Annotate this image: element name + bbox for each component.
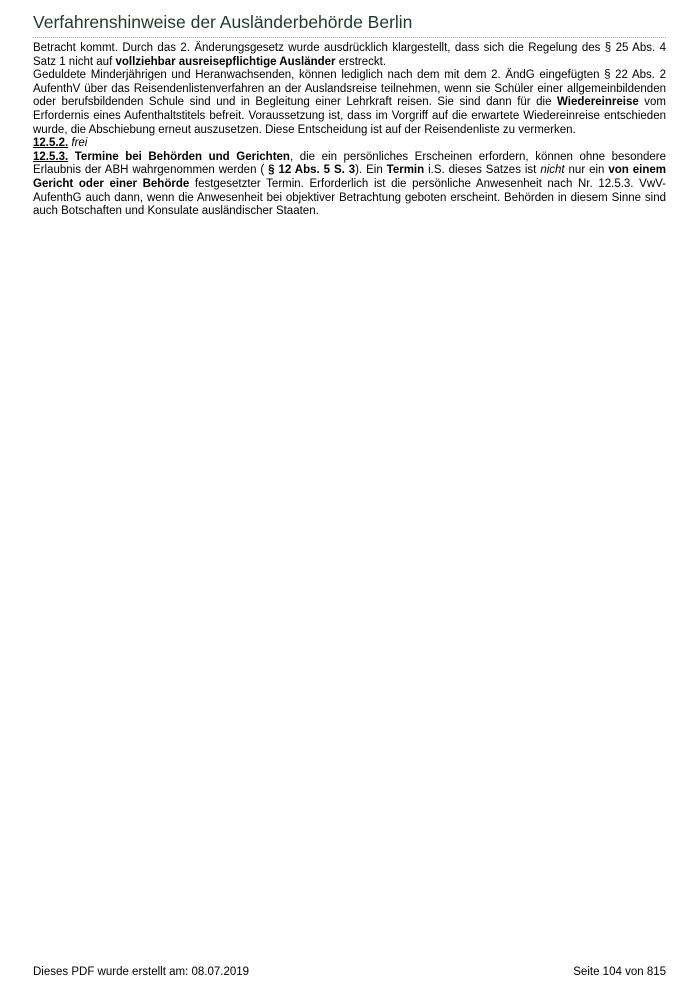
created-label: Dieses PDF wurde erstellt am: (33, 966, 189, 978)
page-total: 815 (646, 966, 666, 978)
bold-phrase: Termine bei Behörden und Gerichten (74, 150, 290, 163)
section-number: 12.5.3. (33, 150, 69, 163)
text-run: festgesetzter Termin. Erforderlich ist die persönliche Anwesenheit nach Nr. 12.5.3. VwV-AufenthG auch dann, wenn die Anwesenheit bei objektiver Betrachtung geboten erscheint. Behörden in diesem Sinne sind auch Botschaften und Konsulate ausländischer Staaten. (33, 177, 666, 218)
text-run: vom Erfordernis eines Aufenthaltstitels befreit. Voraussetzung ist, dass im Vorgriff auf die erwartete Wiedereinreise entschieden wurde, die Abschiebung erneut auszusetzen. Diese Entscheidung ist auf der Reisendenliste zu vermerken. (33, 96, 667, 136)
page-current: 104 (602, 966, 622, 978)
paragraph-geduldete-minderjaehrige (33, 69, 666, 137)
bold-phrase: vollziehbar ausreisepflichtige Ausländer (115, 55, 336, 68)
section-text: frei (71, 137, 88, 150)
creation-note (33, 965, 249, 979)
created-date: 08.07.2019 (191, 966, 250, 978)
section-12-5-2 (33, 137, 666, 151)
text-run: Betracht kommt. Durch das 2. Änderungsgesetz wurde ausdrücklich klargestellt, dass sich die Regelung des § 25 Abs. 4 Satz 1 nicht auf (33, 42, 666, 68)
text-run: nur ein (564, 164, 609, 177)
bold-phrase: von einem Gericht oder einer Behörde (33, 164, 666, 190)
page-of: von (625, 966, 644, 978)
document-title: Verfahrenshinweise der Ausländerbehörde Berlin (33, 12, 413, 32)
section-12-5-3 (33, 151, 666, 219)
document-body (33, 42, 666, 219)
text-run: ). Ein (355, 164, 387, 177)
page-footer (33, 965, 666, 979)
text-run: Geduldete Minderjährigen und Heranwachsenden, können lediglich nach dem mit dem 2. ÄndG eingefügten § 22 Abs. 2 AufenthV über das Reisendenlistenverfahren an der Auslandsreise teilnehmen, wenn sie Schüler einer allgemeinbildenden oder berufsbildenden Schule sind und in Begleitung einer Lehrkraft reisen. Sie sind dann für die (33, 69, 666, 109)
paragraph-25-abs-4 (33, 42, 666, 69)
text-run: i.S. dieses Satzes ist (424, 164, 541, 177)
bold-phrase: § 12 Abs. 5 S. 3 (268, 164, 356, 177)
bold-phrase: Wiedereinreise (557, 96, 639, 109)
bold-phrase: Termin (386, 164, 425, 177)
page-label: Seite (573, 966, 600, 978)
page-header (33, 11, 666, 38)
section-number: 12.5.2. (33, 137, 69, 150)
page-number (573, 965, 666, 979)
text-run: , die ein persönliches Erscheinen erfordern, können ohne besondere Erlaubnis der ABH wahrgenommen werden ( (33, 150, 666, 177)
italic-phrase: nicht (540, 164, 565, 177)
text-run: erstreckt. (335, 55, 387, 68)
